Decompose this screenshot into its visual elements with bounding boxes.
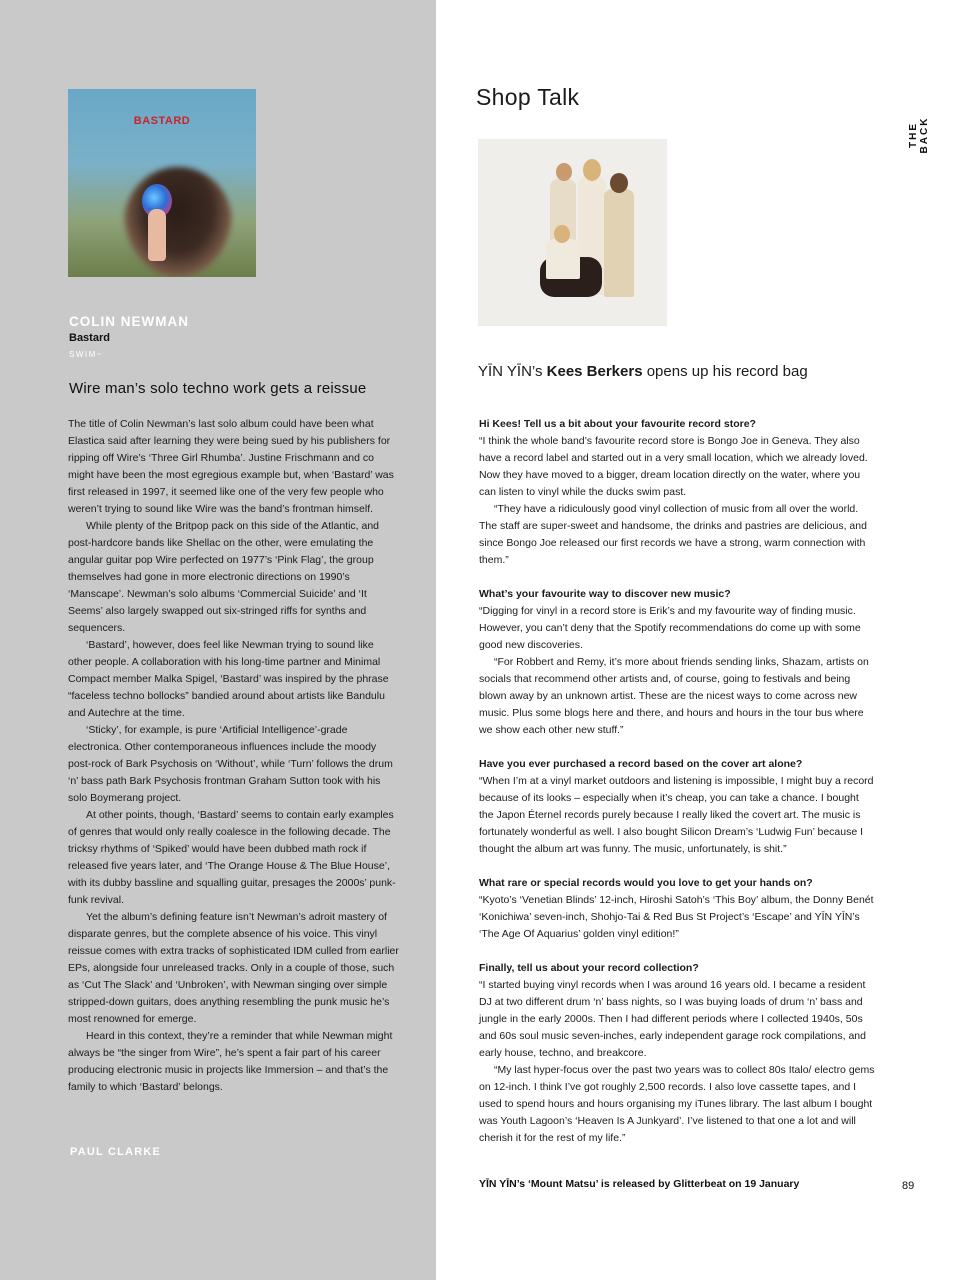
intro-interviewee: Kees Berkers	[546, 363, 643, 380]
review-paragraph: The title of Colin Newman’s last solo album could have been what Elastica said after learning they were being sued by his publishers for ripping off Wire’s ‘Three Girl Rhumba’. Justine Frischmann and co might have been the most egregious example but, when ‘Bastard’ was first released in 1997, it seemed like one of the very few people who weren’t trying to sound like Wire was the band’s frontman himself.	[68, 418, 394, 515]
interview-intro	[478, 363, 808, 380]
review-column	[0, 0, 436, 1280]
page-number: 89	[902, 1180, 915, 1192]
review-headline: Wire man’s solo techno work gets a reissue	[69, 380, 367, 397]
album-cover-title: BASTARD	[133, 115, 191, 127]
review-paragraph: ‘Sticky’, for example, is pure ‘Artificial Intelligence’-grade electronica. Other contemporaneous influences include the moody post-rock of Bark Psychosis on ‘Without’, while ‘Turn’ follows the drum ‘n’ bass path Bark Psychosis frontman Graham Sutton took with his solo Boymerang project.	[68, 724, 393, 804]
qa-block	[476, 586, 876, 739]
review-paragraph: Heard in this context, they’re a reminder that while Newman might always be “the singer from Wire”, he’s spent a fair part of his career producing electronic music in projects like Immersion – and that’s the family to which ‘Bastard’ belongs.	[68, 1030, 393, 1093]
answer: “I started buying vinyl records when I was around 16 years old. I became a resident DJ at two different drum ‘n’ bass nights, so I was buying loads of drum ‘n’ bass and jungle in the early 2000s. Then I had different periods where I collected 1940s, 50s and 60s soul music seven-inches, early independent garage rock compilations, and early house, techno, and breakcore.	[479, 979, 866, 1059]
answer: “Kyoto’s ‘Venetian Blinds’ 12-inch, Hiroshi Satoh’s ‘This Boy’ album, the Donny Benét ‘Konichiwa’ seven-inch, Shohjo-Tai & Red Bus St Project’s ‘Escape’ and YĪN YĪN’s ‘The Age Of Aquarius’ golden vinyl edition!”	[479, 894, 874, 940]
qa-block	[476, 960, 876, 1147]
question: What’s your favourite way to discover new music?	[479, 588, 731, 600]
review-paragraph: Yet the album’s defining feature isn’t Newman’s adroit mastery of disparate genres, but the complete absence of his voice. This vinyl reissue comes with extra tracks of sophisticated IDM culled from earlier EPs, alongside four unreleased tracks. Only in a couple of those, such as ‘Cut The Slack’ and ‘Unbroken’, with Newman singing over simple stripped-down guitars, does anything resembling the punk music he’s most renowned for emerge.	[68, 911, 399, 1025]
review-paragraph: ‘Bastard’, however, does feel like Newman trying to sound like other people. A collaboration with his long-time partner and Minimal Compact member Malka Spigel, ‘Bastard’ was inspired by the phrase “faceless techno bollocks” bandied around about artists like Bandulu and Autechre at the time.	[68, 639, 389, 719]
question: Finally, tell us about your record collection?	[479, 962, 699, 974]
intro-tagline: opens up his record bag	[642, 363, 808, 380]
qa-block	[476, 875, 876, 943]
answer: “When I’m at a vinyl market outdoors and listening is impossible, I might buy a record because of its looks – especially when it’s cheap, you can take a chance. I bought the Japon Éternel records purely because I really liked the covert art. The music is fortunately wonderful as well. I also bought Silicon Dream’s ‘Ludwig Fun’ because I thought the album art was funny. The music, unfortunately, is shit.”	[479, 775, 874, 855]
band-photo	[478, 139, 667, 326]
intro-band-name: YĪN YĪN’s	[478, 363, 547, 380]
qa-block	[476, 756, 876, 858]
album-cover-image	[68, 89, 256, 277]
interview-body	[476, 416, 876, 1164]
answer: “For Robbert and Remy, it’s more about friends sending links, Shazam, artists on socials that recommend other artists and, of course, going to festivals and being blown away by an unknown artist. These are the nicest ways to come across new music. Plus some blogs here and there, and hours and hours in the tour bus where we show each other new stuff.”	[479, 656, 869, 736]
review-body	[68, 416, 400, 1096]
question: Hi Kees! Tell us a bit about your favourite record store?	[479, 418, 756, 430]
review-album-title: Bastard	[69, 332, 110, 344]
answer: “They have a ridiculously good vinyl collection of music from all over the world. The staff are super-sweet and handsome, the drinks and pastries are delicious, and since Bongo Joe released our first records we have a strong, warm connection with them.”	[479, 503, 867, 566]
question: What rare or special records would you love to get your hands on?	[479, 877, 813, 889]
question: Have you ever purchased a record based on the cover art alone?	[479, 758, 803, 770]
review-artist: COLIN NEWMAN	[69, 314, 189, 329]
review-paragraph: While plenty of the Britpop pack on this side of the Atlantic, and post-hardcore bands like Shellac on the other, were emulating the angular guitar pop Wire perfected on 1977’s ‘Pink Flag’, the group themselves had gone in more electronic directions on 1990’s ‘Manscape’. Newman’s solo albums ‘Commercial Suicide’ and ‘It Seems’ also largely swapped out six-stringed riffs for synths and sequencers.	[68, 520, 380, 634]
answer: “I think the whole band’s favourite record store is Bongo Joe in Geneva. They also have a record label and started out in a very small location, which we already loved. Now they have moved to a bigger, dream location directly on the water, where you can listen to vinyl while the ducks swim past.	[479, 435, 868, 498]
release-note: YĪN YĪN’s ‘Mount Matsu’ is released by Glitterbeat on 19 January	[479, 1178, 800, 1190]
section-title: Shop Talk	[476, 84, 580, 110]
review-paragraph: At other points, though, ‘Bastard’ seems to contain early examples of genres that would only really coalesce in the following decade. The tricksy rhythms of ‘Spiked’ would have been dubbed math rock if released five years later, and ‘The Orange House & The Blue House’, with its dubby bassline and squalling guitar, presages the 2000s’ punk-funk revival.	[68, 809, 396, 906]
section-tag: THE BACK	[908, 116, 930, 154]
review-byline: PAUL CLARKE	[70, 1146, 162, 1158]
answer: “Digging for vinyl in a record store is Erik’s and my favourite way of finding music. However, you can’t deny that the Spotify recommendations do come up with some good new discoveries.	[479, 605, 861, 651]
answer: “My last hyper-focus over the past two years was to collect 80s Italo/ electro gems on 12-inch. I think I’ve got roughly 2,500 records. I also love cassette tapes, and I used to spend hours and hours organising my iTunes library. The last album I bought was Youth Lagoon’s ‘Heaven Is A Junkyard’. I’ve listened to that one a lot and will cherish it for the rest of my life.”	[479, 1064, 875, 1144]
review-record-label: SWIM~	[69, 350, 103, 359]
qa-block	[476, 416, 876, 569]
